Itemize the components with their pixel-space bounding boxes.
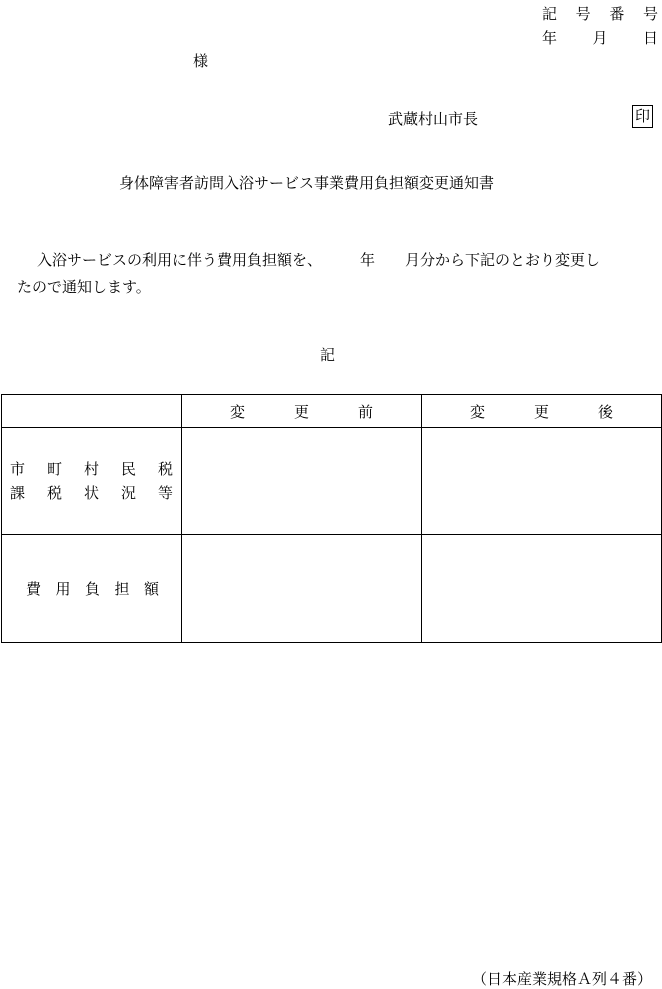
- label-char: 民: [120, 460, 136, 478]
- header-char: 変: [230, 402, 246, 421]
- table-row: [2, 428, 662, 535]
- date-year: 年: [542, 29, 558, 47]
- label-char: 課: [10, 484, 26, 502]
- cell-cost-share-before[interactable]: [182, 535, 422, 643]
- body-part1: 入浴サービスの利用に伴う費用負担額を、: [37, 251, 323, 269]
- row-label-tax-status: [2, 428, 182, 535]
- header-char: 後: [597, 402, 613, 421]
- label-char: 費: [26, 580, 42, 598]
- header-after: [422, 395, 662, 428]
- header-before: [182, 395, 422, 428]
- seal-mark: 印: [632, 105, 653, 128]
- table-row: [2, 535, 662, 643]
- body-part2: 月分から下記のとおり変更し: [405, 251, 601, 269]
- cell-cost-share-after[interactable]: [422, 535, 662, 643]
- label-char: 市: [10, 460, 26, 478]
- body-paragraph: [17, 247, 662, 301]
- header-char: 更: [533, 402, 549, 421]
- document-title: 身体障害者訪問入浴サービス事業費用負担額変更通知書: [119, 174, 495, 192]
- row-label-cost-share: [2, 535, 182, 643]
- label-char: 税: [46, 484, 62, 502]
- addressee: 様: [193, 52, 209, 70]
- cell-tax-status-before[interactable]: [182, 428, 422, 535]
- number-char: 号: [575, 5, 591, 23]
- number-char: 号: [642, 5, 658, 23]
- header-char: 更: [293, 402, 309, 421]
- label-char: 用: [55, 580, 71, 598]
- cell-tax-status-after[interactable]: [422, 428, 662, 535]
- label-char: 額: [143, 580, 159, 598]
- date-line: [542, 26, 658, 50]
- paper-size-note: （日本産業規格Ａ列４番）: [471, 970, 652, 988]
- issuer: 武蔵村山市長: [388, 110, 479, 128]
- number-char: 記: [542, 5, 558, 23]
- label-char: 担: [114, 580, 130, 598]
- body-part3: たので通知します。: [17, 278, 151, 296]
- document-number-line: [542, 2, 658, 26]
- label-char: 税: [157, 460, 173, 478]
- label-char: 等: [157, 484, 173, 502]
- label-char: 状: [83, 484, 99, 502]
- date-day: 日: [642, 29, 658, 47]
- header-char: 変: [470, 402, 486, 421]
- header-char: 前: [357, 402, 373, 421]
- table-header-row: [2, 395, 662, 428]
- label-char: 町: [46, 460, 62, 478]
- label-char: 負: [84, 580, 100, 598]
- document-number-block: [542, 2, 658, 50]
- table-corner-cell: [2, 395, 182, 428]
- date-month: 月: [592, 29, 608, 47]
- label-char: 村: [83, 460, 99, 478]
- ki-heading: 記: [320, 346, 336, 364]
- change-table: [1, 394, 662, 643]
- number-char: 番: [609, 5, 625, 23]
- body-year: 年: [360, 251, 376, 269]
- label-char: 況: [120, 484, 136, 502]
